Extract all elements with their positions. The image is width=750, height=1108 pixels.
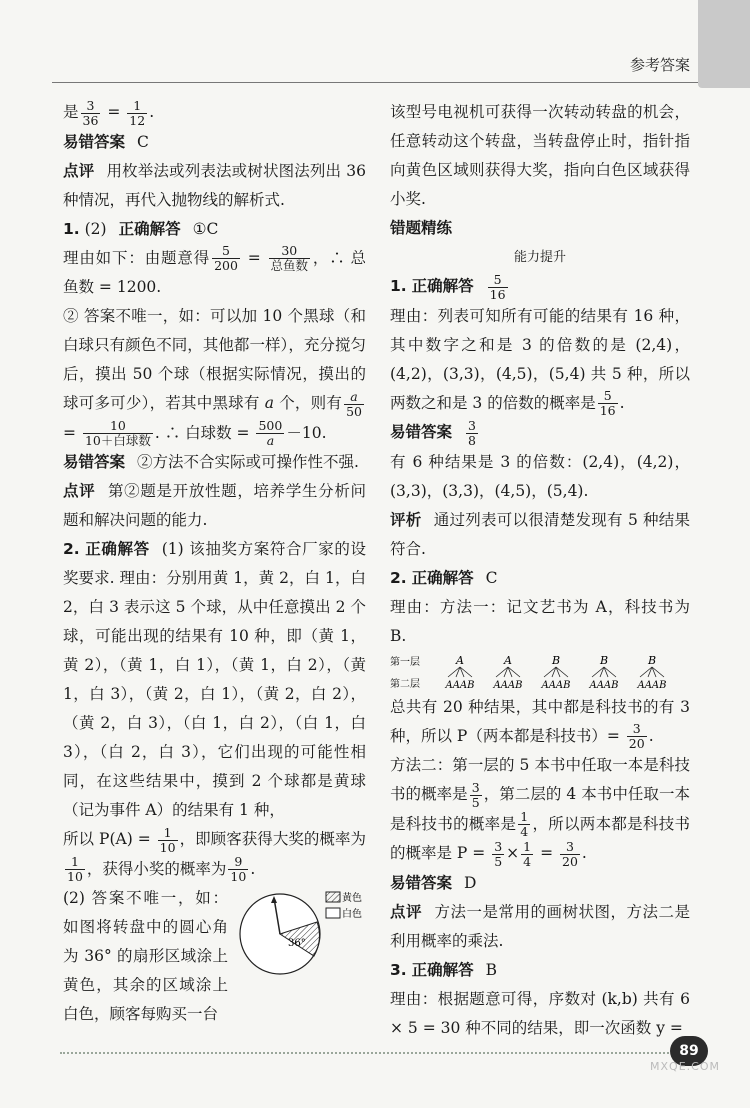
header-rule: [52, 82, 698, 83]
answer-line: 是 $\frac{3}{36}$ = $\frac{1}{12}$ .: [63, 97, 155, 128]
q1-part2: ② 答案不唯一，如：可以加 10 个黑球（和白球只有颜色不同，其他都一样），充分搅匀后，摸出 50 个球（根据实际情况，摸出的球可多可少），若其中黑球有 a 个，则有 $\frac{a}{50}$ = $\frac{10}{\text{10＋白球数}}$ . ∴ 白球数 = $\frac{500}{a}$ －10.: [63, 307, 366, 448]
a1-reason: 理由：列表可知所有可能的结果有 16 种，其中数字之和是 3 的倍数的是 (2,4)，(4,2)，(3,3)，(4,5)，(5,4) 共 5 种，所以两数之和是 3 的倍数的概率是 $\frac{5}{16}$ .: [390, 306, 690, 418]
page-number: 89: [670, 1036, 708, 1066]
legend-white-swatch: [326, 908, 340, 918]
comment: 点评 用枚举法或列表法或树状图法列出 36 种情况，再代入抛物线的解析式.: [63, 161, 366, 209]
page-header: [0, 0, 750, 88]
tree-node-bottom: AAAB: [445, 679, 475, 691]
section-title: 错题精练: [390, 219, 453, 237]
footer-dotted-rule: [60, 1052, 680, 1054]
tree-node-top: B: [647, 653, 657, 667]
q1-comment: 点评 第②题是开放性题，培养学生分析问题和解决问题的能力.: [63, 482, 366, 529]
tree-node-top: A: [456, 653, 464, 667]
q2-part2-block: [63, 884, 366, 1029]
tree-diagram: [390, 653, 690, 693]
watermark: MXQE.COM: [650, 1060, 720, 1073]
a2-method2: 方法二：第一层的 5 本书中任取一本是科技书的概率是 $\frac{3}{5}$ ，第二层的 4 本书中任取一本是科技书的概率是 $\frac{1}{4}$ ，所以两本都是科技书的概率是 P = $\frac{3}{5}$ × $\frac{1}{4}$ = $\frac{3}{20}$ .: [390, 756, 690, 869]
subtitle: 能力提升: [513, 250, 566, 265]
a1-analysis: 评析 通过列表可以很清楚发现有 5 种结果符合.: [390, 510, 690, 558]
q1-reason: 理由如下：由题意得 $\frac{5}{200}$ = $\frac{30}{\text{总鱼数}}$ ，∴ 总鱼数 = 1200.: [63, 243, 366, 296]
fraction: $\frac{3}{36}$: [82, 97, 99, 128]
tree-node-top: A: [504, 653, 512, 667]
tree-node-top: B: [551, 653, 561, 667]
a3-heading: 3. 正确解答 B: [390, 960, 498, 979]
tree-svg: [390, 653, 690, 693]
a2-method1b: 总共有 20 种结果，其中都是科技书的有 3 种，所以 P（两本都是科技书）= $\frac{3}{20}$ .: [390, 697, 690, 751]
right-column: [390, 98, 690, 1043]
q1-heading: 1. (2) 正确解答 ①C: [63, 219, 219, 238]
a2-method1: 理由：方法一：记文艺书为 A，科技书为 B.: [390, 597, 690, 645]
a2-heading: 2. 正确解答 C: [390, 568, 498, 587]
tree-node-bottom: AAAB: [637, 679, 667, 691]
tree-node-bottom: AAAB: [541, 679, 571, 691]
fraction: $\frac{1}{12}$: [129, 97, 146, 128]
header-title: 参考答案: [629, 56, 690, 74]
sector-label: 36°: [288, 938, 306, 949]
left-column: [63, 98, 366, 1029]
wrong-answer: 易错答案 C: [63, 132, 149, 151]
tree-node-bottom: AAAB: [589, 679, 619, 691]
legend-yellow-label: 黄色: [342, 893, 362, 904]
q1-wrong: 易错答案 ②方法不合实际或可操作性不强.: [63, 453, 359, 471]
legend-yellow-swatch: [326, 892, 340, 902]
tree-nodes: [444, 654, 666, 691]
tree-level1-label: 第一层: [390, 656, 420, 668]
q2-heading: 2. 正确解答 (1) 该抽奖方案符合厂家的设奖要求. 理由：分别用黄 1，黄 2，白 1，白 2，白 3 表示这 5 个球，从中任意摸出 2 个球，可能出现的结果有 10 种，即（黄 1，黄 2），（黄 1，白 1），（黄 1，白 2），（黄 1，白 3），（黄 2，白 1），（黄 2，白 2），（黄 2，白 3），（白 1，白 2），（白 1，白 3），（白 2，白 3），它们出现的可能性相同，在这些结果中，摸到 2 个球都是黄球（记为事件 A）的结果有 1 种，: [63, 540, 366, 819]
prize-rule: 该型号电视机可获得一次转动转盘的机会，任意转动这个转盘，当转盘停止时，指针指向黄色区域则获得大奖，指向白色区域获得小奖.: [390, 103, 690, 208]
legend-white-label: 白色: [342, 909, 362, 920]
a1-wrong: 易错答案 $\frac{3}{8}$: [390, 417, 476, 448]
tree-level2-label: 第二层: [390, 678, 420, 690]
a2-comment: 点评 方法一是常用的画树状图，方法二是利用概率的乘法.: [390, 902, 690, 950]
a1-heading: 1. 正确解答 $\frac{5}{16}$: [390, 271, 506, 302]
q2-part2: (2) 答案不唯一，如：如图将转盘中的圆心角为 36° 的扇形区域涂上黄色，其余的区域涂上白色，顾客每购买一台: [63, 889, 228, 1023]
a2-wrong: 易错答案 D: [390, 873, 477, 892]
tree-node-bottom: AAAB: [493, 679, 523, 691]
a1-wrong-text: 有 6 种结果是 3 的倍数：(2,4)，(4,2)，(3,3)，(3,3)，(4,5)，(5,4).: [390, 452, 690, 500]
tree-node-top: B: [599, 653, 609, 667]
spinner-figure: [234, 886, 366, 982]
a3-text: 理由：根据题意可得，序数对 (k,b) 共有 6 × 5 = 30 种不同的结果，即一次函数 y =: [390, 989, 690, 1037]
q2-probability: 所以 P(A) = $\frac{1}{10}$ ，即顾客获得大奖的概率为 $\frac{1}{10}$ ，获得小奖的概率为 $\frac{9}{10}$ .: [63, 824, 366, 884]
